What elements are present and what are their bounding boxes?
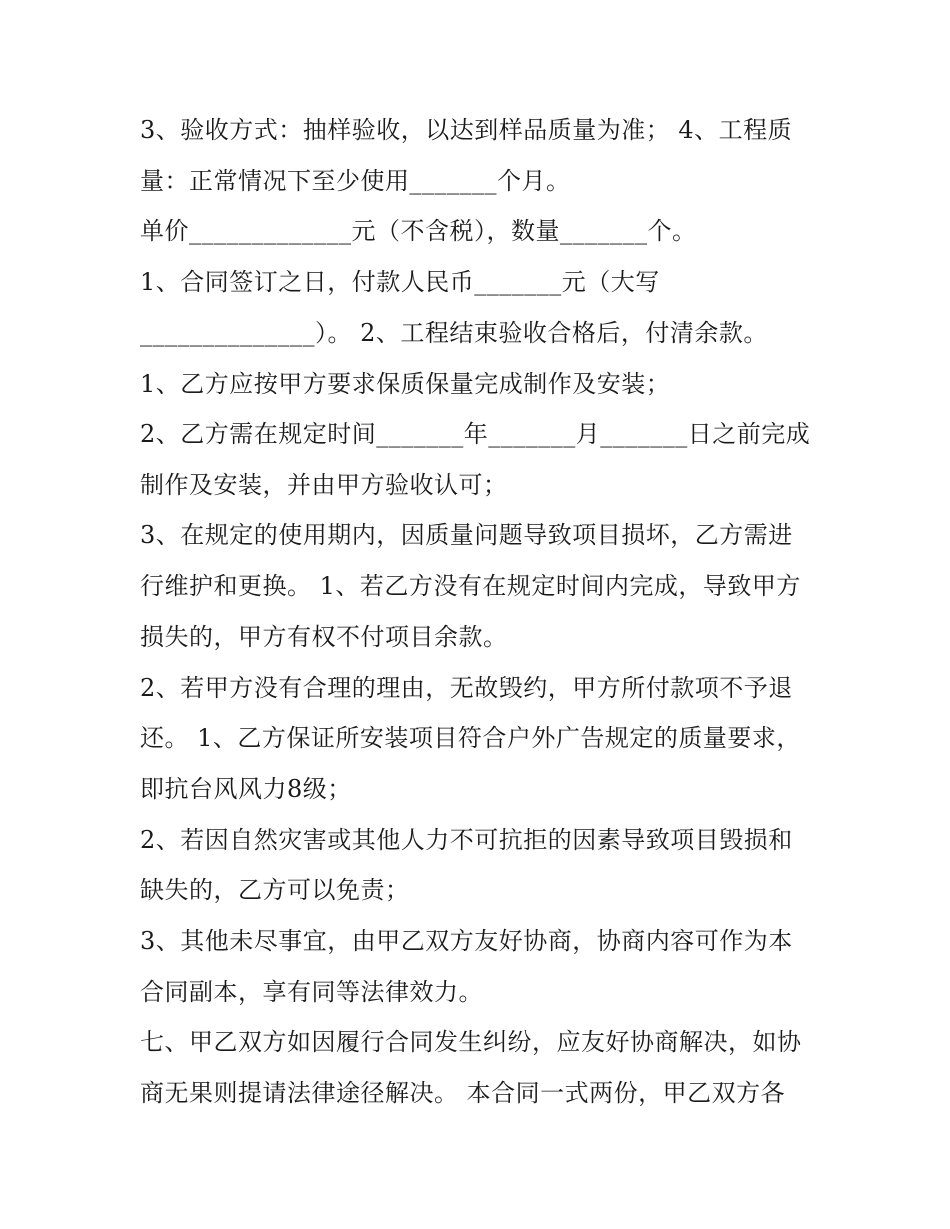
text-line: 损失的，甲方有权不付项目余款。 xyxy=(140,623,508,651)
text-line: 量：正常情况下至少使用_______个月。 xyxy=(140,167,571,195)
text-line: 2、乙方需在规定时间_______年_______月_______日之前完成 xyxy=(140,420,811,448)
text-line: 七、甲乙双方如因履行合同发生纠纷，应友好协商解决，如协 xyxy=(140,1028,802,1056)
text-line: ______________）。 2、工程结束验收合格后，付清余款。 xyxy=(140,319,768,347)
text-line: 3、验收方式：抽样验收，以达到样品质量为准； 4、工程质 xyxy=(140,116,793,144)
text-line: 商无果则提请法律途径解决。 本合同一式两份，甲乙双方各 xyxy=(140,1079,786,1107)
text-line: 还。 1、乙方保证所安装项目符合户外广告规定的质量要求， xyxy=(140,724,801,752)
text-line: 2、若因自然灾害或其他人力不可抗拒的因素导致项目毁损和 xyxy=(140,826,793,854)
text-line: 行维护和更换。 1、若乙方没有在规定时间内完成，导致甲方 xyxy=(140,572,801,600)
text-line: 3、其他未尽事宜，由甲乙双方友好协商，协商内容可作为本 xyxy=(140,927,793,955)
text-line: 合同副本，享有同等法律效力。 xyxy=(140,978,483,1006)
text-line: 即抗台风风力8级； xyxy=(140,775,352,803)
text-line: 缺失的，乙方可以免责； xyxy=(140,876,410,904)
text-line: 1、合同签订之日，付款人民币_______元（大写 xyxy=(140,268,660,296)
text-line: 3、在规定的使用期内，因质量问题导致项目损坏，乙方需进 xyxy=(140,521,793,549)
text-line: 单价_____________元（不含税），数量_______个。 xyxy=(140,217,697,245)
text-line: 制作及安装，并由甲方验收认可； xyxy=(140,471,508,499)
text-line: 1、乙方应按甲方要求保质保量完成制作及安装； xyxy=(140,370,671,398)
text-line: 2、若甲方没有合理的理由，无故毁约，甲方所付款项不予退 xyxy=(140,674,793,702)
